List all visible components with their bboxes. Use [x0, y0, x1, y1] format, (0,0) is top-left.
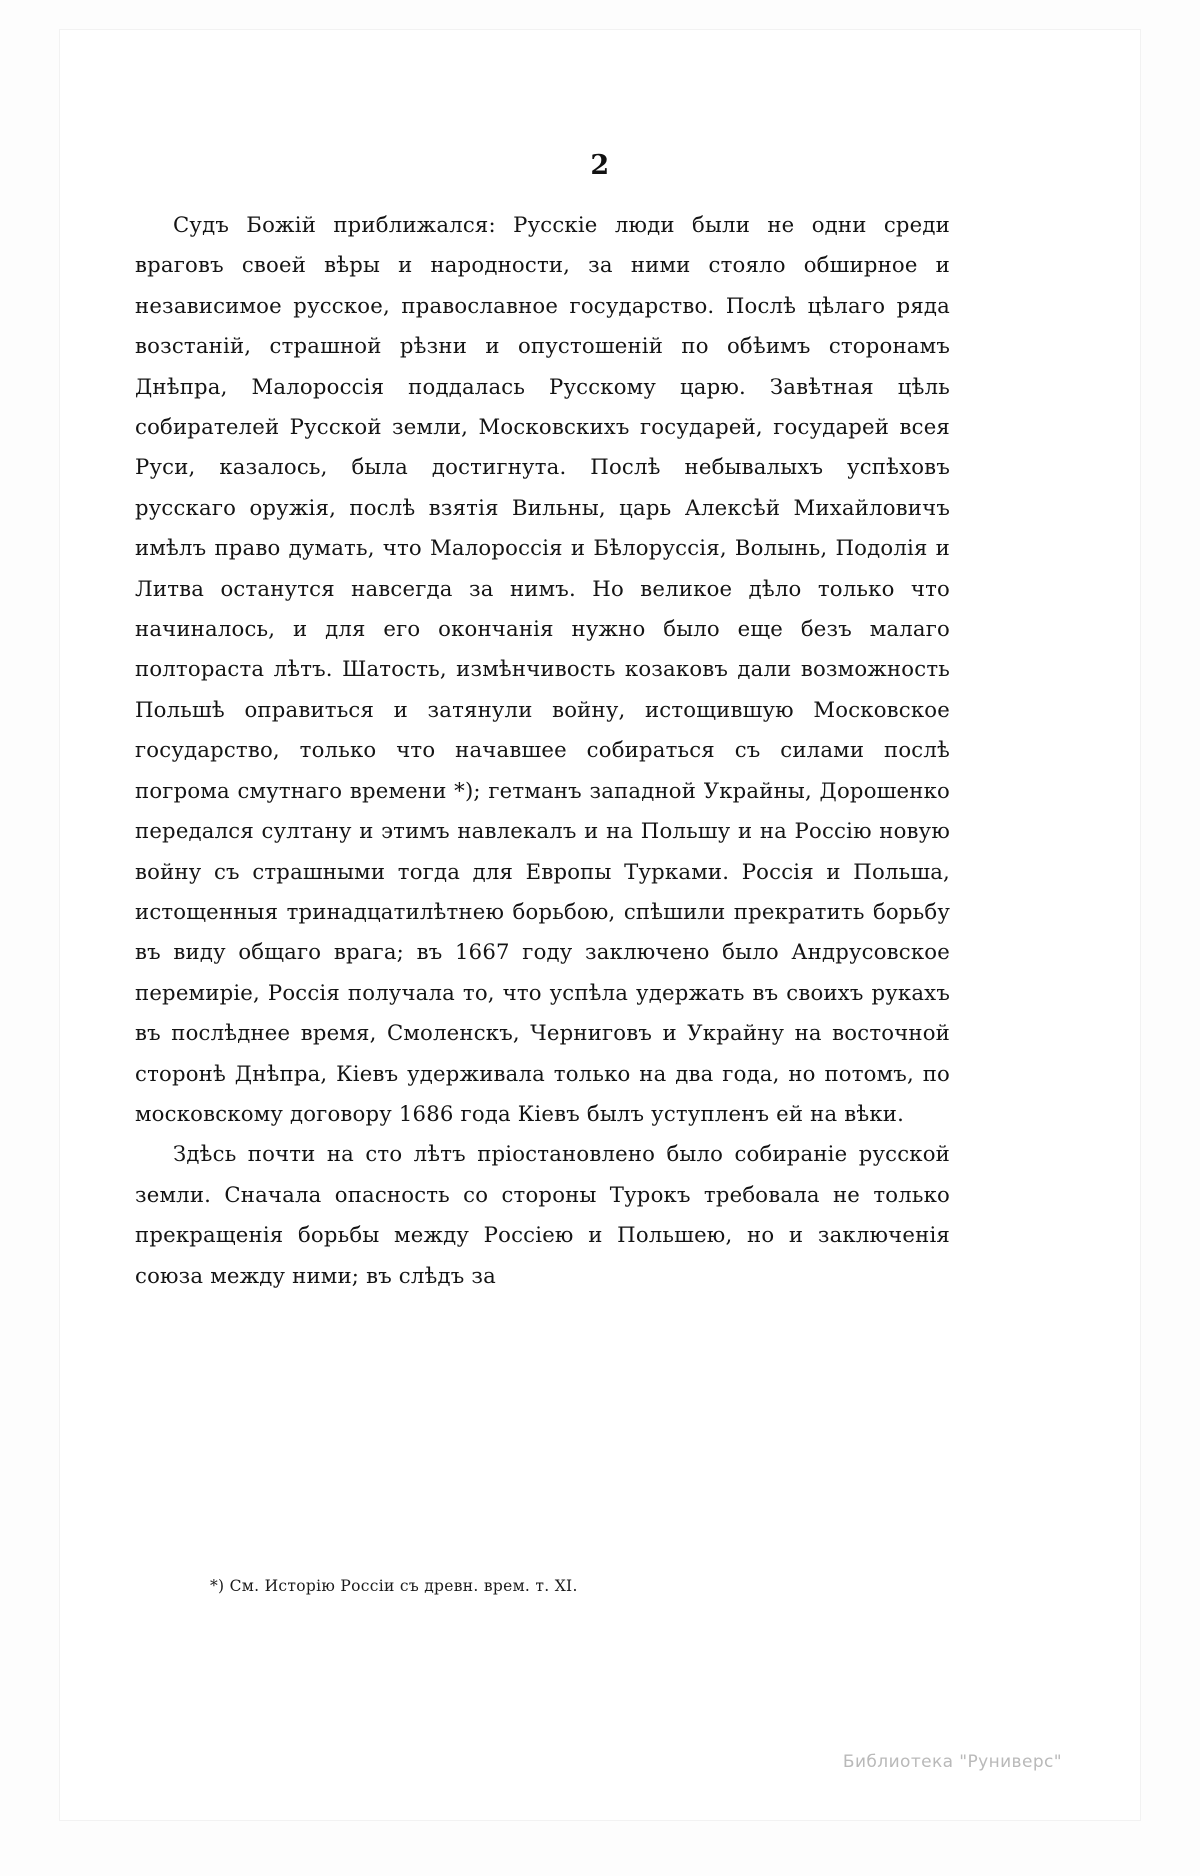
page-body — [135, 205, 950, 1296]
footnote-text: *) См. Исторію Россіи съ древн. врем. т. XI. — [210, 1577, 578, 1595]
library-watermark: Библиотека "Руниверс" — [842, 1752, 1062, 1772]
paragraph-1: Судъ Божій приближался: Русскіе люди были не одни среди враговъ своей вѣры и народности, за ними стояло обширное и независимое русское, православное государство. Послѣ цѣлаго ряда возстаній, страшной рѣзни и опустошеній по обѣимъ сторонамъ Днѣпра, Малороссія поддалась Русскому царю. Завѣтная цѣль собирателей Русской земли, Московскихъ государей, государей всея Руси, казалось, была достигнута. Послѣ небывалыхъ успѣховъ русскаго оружія, послѣ взятія Вильны, царь Алексѣй Михайловичъ имѣлъ право думать, что Малороссія и Бѣлоруссія, Волынь, Подолія и Литва останутся навсегда за нимъ. Но великое дѣло только что начиналось, и для его окончанія нужно было еще безъ малаго полтораста лѣтъ. Шатость, измѣнчивость козаковъ дали возможность Польшѣ оправиться и затянули войну, истощившую Московское государство, только что начавшее собираться съ силами послѣ погрома смутнаго времени *); гетманъ западной Украйны, Дорошенко передался султану и этимъ навлекалъ и на Польшу и на Россію новую войну съ страшными тогда для Европы Турками. Россія и Польша, истощенныя тринадцатилѣтнею борьбою, спѣшили прекратить борьбу въ виду общаго врага; въ 1667 году заключено было Андрусовское перемиріе, Россія получала то, что успѣла удержать въ своихъ рукахъ въ послѣднее время, Смоленскъ, Черниговъ и Украйну на восточной сторонѣ Днѣпра, Кіевъ удерживала только на два года, но потомъ, по московскому договору 1686 года Кіевъ былъ уступленъ ей на вѣки. — [135, 212, 950, 1126]
scanned-page-image — [60, 30, 1140, 1820]
paragraph-2: Здѣсь почти на сто лѣтъ пріостановлено было собираніе русской земли. Сначала опасность со стороны Турокъ требовала не только прекращенія борьбы между Россіею и Польшею, но и заключенія союза между ними; въ слѣдъ за — [135, 1141, 950, 1288]
page-number: 2 — [590, 150, 610, 181]
